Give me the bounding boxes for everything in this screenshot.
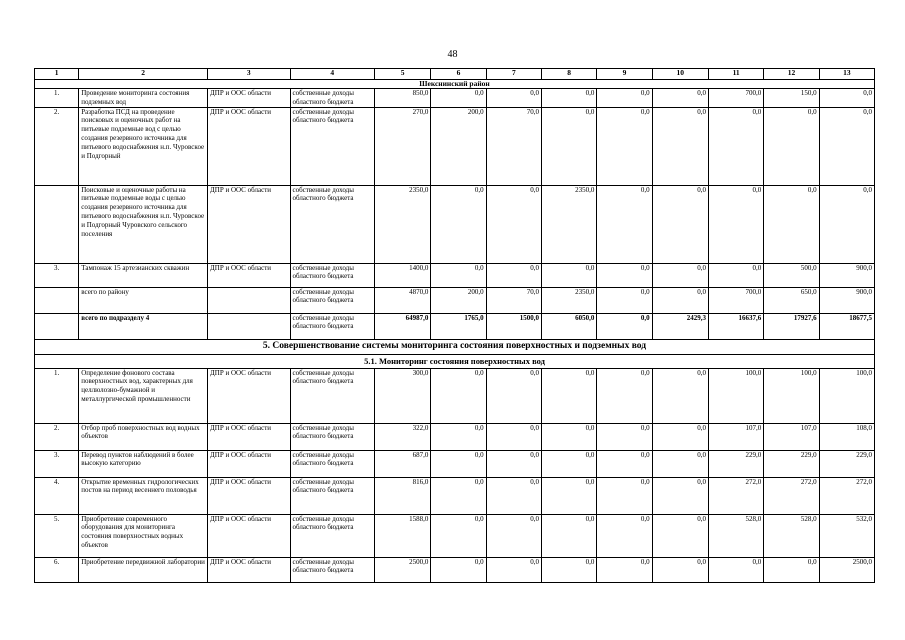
subsection-row: [35, 354, 875, 368]
amount-cell: 70,0: [486, 287, 541, 313]
amount-cell: 0,0: [597, 514, 652, 557]
funding-source: собственные доходы областного бюджета: [290, 287, 375, 313]
amount-cell: 2500,0: [819, 557, 874, 582]
amount-cell: 900,0: [819, 263, 874, 287]
amount-cell: 0,0: [541, 477, 596, 514]
measure-name: Отбор проб поверхностных вод водных объектов: [79, 423, 208, 450]
amount-cell: 0,0: [541, 107, 596, 185]
amount-cell: 0,0: [431, 514, 486, 557]
amount-cell: 0,0: [541, 263, 596, 287]
district-title: Шекснинский район: [35, 80, 875, 89]
amount-cell: 272,0: [708, 477, 763, 514]
amount-cell: 200,0: [431, 287, 486, 313]
amount-cell: 270,0: [375, 107, 431, 185]
column-header: 1: [35, 69, 79, 80]
amount-cell: 229,0: [764, 450, 819, 477]
amount-cell: 0,0: [652, 185, 708, 263]
amount-cell: 322,0: [375, 423, 431, 450]
executor: ДПР и ООС области: [208, 450, 290, 477]
measure-name: Проведение мониторинга состояния подземных вод: [79, 89, 208, 108]
funding-source: собственные доходы областного бюджета: [290, 313, 375, 339]
amount-cell: 0,0: [431, 450, 486, 477]
amount-cell: 17927,6: [764, 313, 819, 339]
amount-cell: 700,0: [708, 287, 763, 313]
amount-cell: 0,0: [652, 89, 708, 108]
row-number: 4.: [35, 477, 79, 514]
measure-name: Открытие временных гидрологических постов на период весеннего половодья: [79, 477, 208, 514]
amount-cell: 850,0: [375, 89, 431, 108]
amount-cell: 0,0: [652, 107, 708, 185]
amount-cell: 0,0: [652, 368, 708, 423]
amount-cell: 1588,0: [375, 514, 431, 557]
table-row: [35, 89, 875, 108]
table-row: [35, 450, 875, 477]
amount-cell: 0,0: [597, 477, 652, 514]
amount-cell: 0,0: [597, 368, 652, 423]
amount-cell: 687,0: [375, 450, 431, 477]
amount-cell: 0,0: [486, 263, 541, 287]
amount-cell: 0,0: [764, 107, 819, 185]
funding-source: собственные доходы областного бюджета: [290, 514, 375, 557]
amount-cell: 1400,0: [375, 263, 431, 287]
column-header: 5: [375, 69, 431, 80]
amount-cell: 0,0: [541, 368, 596, 423]
amount-cell: 0,0: [431, 557, 486, 582]
column-header: 8: [541, 69, 596, 80]
amount-cell: 0,0: [541, 89, 596, 108]
amount-cell: 500,0: [764, 263, 819, 287]
table-row: [35, 557, 875, 582]
amount-cell: 0,0: [431, 368, 486, 423]
measure-name: Приобретение передвижной лаборатории: [79, 557, 208, 582]
amount-cell: 0,0: [819, 107, 874, 185]
budget-table: [34, 68, 875, 583]
amount-cell: 0,0: [597, 423, 652, 450]
amount-cell: 900,0: [819, 287, 874, 313]
funding-source: собственные доходы областного бюджета: [290, 423, 375, 450]
measure-name: Поисковые и оценочные работы на питьевые подземные воды с целью создания резервного источника для питьевого водоснабжения н.п. Чуровское и Подгорный Чуровского сельского поселения: [79, 185, 208, 263]
amount-cell: 0,0: [597, 287, 652, 313]
amount-cell: 0,0: [431, 89, 486, 108]
row-number: 1.: [35, 368, 79, 423]
table-row: [35, 185, 875, 263]
table-row: [35, 263, 875, 287]
amount-cell: 70,0: [486, 107, 541, 185]
amount-cell: 2350,0: [541, 287, 596, 313]
row-number: 1.: [35, 89, 79, 108]
amount-cell: 528,0: [764, 514, 819, 557]
amount-cell: 0,0: [486, 423, 541, 450]
executor: ДПР и ООС области: [208, 368, 290, 423]
amount-cell: 100,0: [764, 368, 819, 423]
column-header: 3: [208, 69, 290, 80]
funding-source: собственные доходы областного бюджета: [290, 368, 375, 423]
amount-cell: 200,0: [431, 107, 486, 185]
amount-cell: 0,0: [431, 477, 486, 514]
amount-cell: 0,0: [431, 263, 486, 287]
page-number: 48: [447, 49, 458, 60]
section-row: [35, 339, 875, 354]
amount-cell: 0,0: [764, 185, 819, 263]
amount-cell: 107,0: [708, 423, 763, 450]
row-number: 3.: [35, 263, 79, 287]
measure-name: всего по району: [79, 287, 208, 313]
table-row: [35, 423, 875, 450]
district-row: [35, 80, 875, 89]
amount-cell: 2350,0: [541, 185, 596, 263]
amount-cell: 272,0: [819, 477, 874, 514]
column-header: 7: [486, 69, 541, 80]
amount-cell: 0,0: [486, 89, 541, 108]
table-row: [35, 287, 875, 313]
amount-cell: 0,0: [486, 477, 541, 514]
funding-source: собственные доходы областного бюджета: [290, 89, 375, 108]
amount-cell: 107,0: [764, 423, 819, 450]
amount-cell: 0,0: [652, 514, 708, 557]
table-row: [35, 514, 875, 557]
funding-source: собственные доходы областного бюджета: [290, 185, 375, 263]
funding-source: собственные доходы областного бюджета: [290, 477, 375, 514]
executor: ДПР и ООС области: [208, 423, 290, 450]
funding-source: собственные доходы областного бюджета: [290, 263, 375, 287]
column-header-row: [35, 69, 875, 80]
funding-source: собственные доходы областного бюджета: [290, 450, 375, 477]
executor: ДПР и ООС области: [208, 263, 290, 287]
amount-cell: 0,0: [431, 423, 486, 450]
amount-cell: 0,0: [597, 450, 652, 477]
subsection-title: 5.1. Мониторинг состояния поверхностных вод: [35, 354, 875, 368]
amount-cell: 229,0: [819, 450, 874, 477]
row-number: [35, 313, 79, 339]
amount-cell: 0,0: [597, 107, 652, 185]
column-header: 13: [819, 69, 874, 80]
amount-cell: 108,0: [819, 423, 874, 450]
amount-cell: 0,0: [597, 557, 652, 582]
amount-cell: 700,0: [708, 89, 763, 108]
column-header: 6: [431, 69, 486, 80]
row-number: [35, 185, 79, 263]
column-header: 4: [290, 69, 375, 80]
column-header: 9: [597, 69, 652, 80]
amount-cell: 0,0: [708, 107, 763, 185]
amount-cell: 816,0: [375, 477, 431, 514]
table-row: [35, 313, 875, 339]
amount-cell: 0,0: [819, 185, 874, 263]
amount-cell: 0,0: [652, 287, 708, 313]
amount-cell: 0,0: [541, 514, 596, 557]
column-header: 11: [708, 69, 763, 80]
amount-cell: 0,0: [541, 423, 596, 450]
amount-cell: 0,0: [652, 477, 708, 514]
amount-cell: 0,0: [486, 557, 541, 582]
column-header: 10: [652, 69, 708, 80]
column-header: 12: [764, 69, 819, 80]
executor: ДПР и ООС области: [208, 185, 290, 263]
amount-cell: 0,0: [431, 185, 486, 263]
table-row: [35, 107, 875, 185]
amount-cell: 0,0: [486, 185, 541, 263]
amount-cell: 0,0: [652, 423, 708, 450]
row-number: 3.: [35, 450, 79, 477]
amount-cell: 0,0: [597, 89, 652, 108]
table-row: [35, 368, 875, 423]
amount-cell: 150,0: [764, 89, 819, 108]
executor: ДПР и ООС области: [208, 557, 290, 582]
amount-cell: 272,0: [764, 477, 819, 514]
row-number: 2.: [35, 107, 79, 185]
amount-cell: 18677,5: [819, 313, 874, 339]
amount-cell: 1765,0: [431, 313, 486, 339]
amount-cell: 528,0: [708, 514, 763, 557]
amount-cell: 650,0: [764, 287, 819, 313]
row-number: [35, 287, 79, 313]
amount-cell: 0,0: [652, 263, 708, 287]
measure-name: Тампонаж 15 артезианских скважин: [79, 263, 208, 287]
amount-cell: 0,0: [486, 514, 541, 557]
amount-cell: 0,0: [541, 557, 596, 582]
measure-name: Приобретение современного оборудования для мониторинга состояния поверхностных водных объектов: [79, 514, 208, 557]
amount-cell: 100,0: [819, 368, 874, 423]
amount-cell: 0,0: [597, 313, 652, 339]
executor: ДПР и ООС области: [208, 514, 290, 557]
table-row: [35, 477, 875, 514]
amount-cell: 100,0: [708, 368, 763, 423]
amount-cell: 0,0: [652, 557, 708, 582]
measure-name: Разработка ПСД на проведение поисковых и оценочных работ на питьевые подземные вод с целью создания резервного источника для питьевого водоснабжения н.п. Чуровское и Подгорный: [79, 107, 208, 185]
executor: ДПР и ООС области: [208, 107, 290, 185]
executor: [208, 313, 290, 339]
amount-cell: 0,0: [708, 185, 763, 263]
measure-name: всего по подразделу 4: [79, 313, 208, 339]
amount-cell: 1500,0: [486, 313, 541, 339]
amount-cell: 16637,6: [708, 313, 763, 339]
amount-cell: 0,0: [764, 557, 819, 582]
amount-cell: 4870,0: [375, 287, 431, 313]
amount-cell: 64987,0: [375, 313, 431, 339]
amount-cell: 0,0: [708, 263, 763, 287]
section-title: 5. Совершенствование системы мониторинга состояния поверхностных и подземных вод: [35, 339, 875, 354]
row-number: 6.: [35, 557, 79, 582]
executor: [208, 287, 290, 313]
amount-cell: 300,0: [375, 368, 431, 423]
amount-cell: 229,0: [708, 450, 763, 477]
amount-cell: 0,0: [597, 263, 652, 287]
amount-cell: 0,0: [597, 185, 652, 263]
amount-cell: 0,0: [819, 89, 874, 108]
measure-name: Перевод пунктов наблюдений в более высокую категорию: [79, 450, 208, 477]
measure-name: Определение фонового состава поверхностных вод, характерных для целлюлозно-бумажной и металлургической промышленности: [79, 368, 208, 423]
amount-cell: 0,0: [652, 450, 708, 477]
funding-source: собственные доходы областного бюджета: [290, 557, 375, 582]
amount-cell: 0,0: [486, 450, 541, 477]
amount-cell: 2429,3: [652, 313, 708, 339]
amount-cell: 0,0: [708, 557, 763, 582]
amount-cell: 6050,0: [541, 313, 596, 339]
amount-cell: 532,0: [819, 514, 874, 557]
funding-source: собственные доходы областного бюджета: [290, 107, 375, 185]
row-number: 5.: [35, 514, 79, 557]
amount-cell: 0,0: [486, 368, 541, 423]
column-header: 2: [79, 69, 208, 80]
executor: ДПР и ООС области: [208, 477, 290, 514]
executor: ДПР и ООС области: [208, 89, 290, 108]
row-number: 2.: [35, 423, 79, 450]
amount-cell: 2500,0: [375, 557, 431, 582]
amount-cell: 0,0: [541, 450, 596, 477]
amount-cell: 2350,0: [375, 185, 431, 263]
